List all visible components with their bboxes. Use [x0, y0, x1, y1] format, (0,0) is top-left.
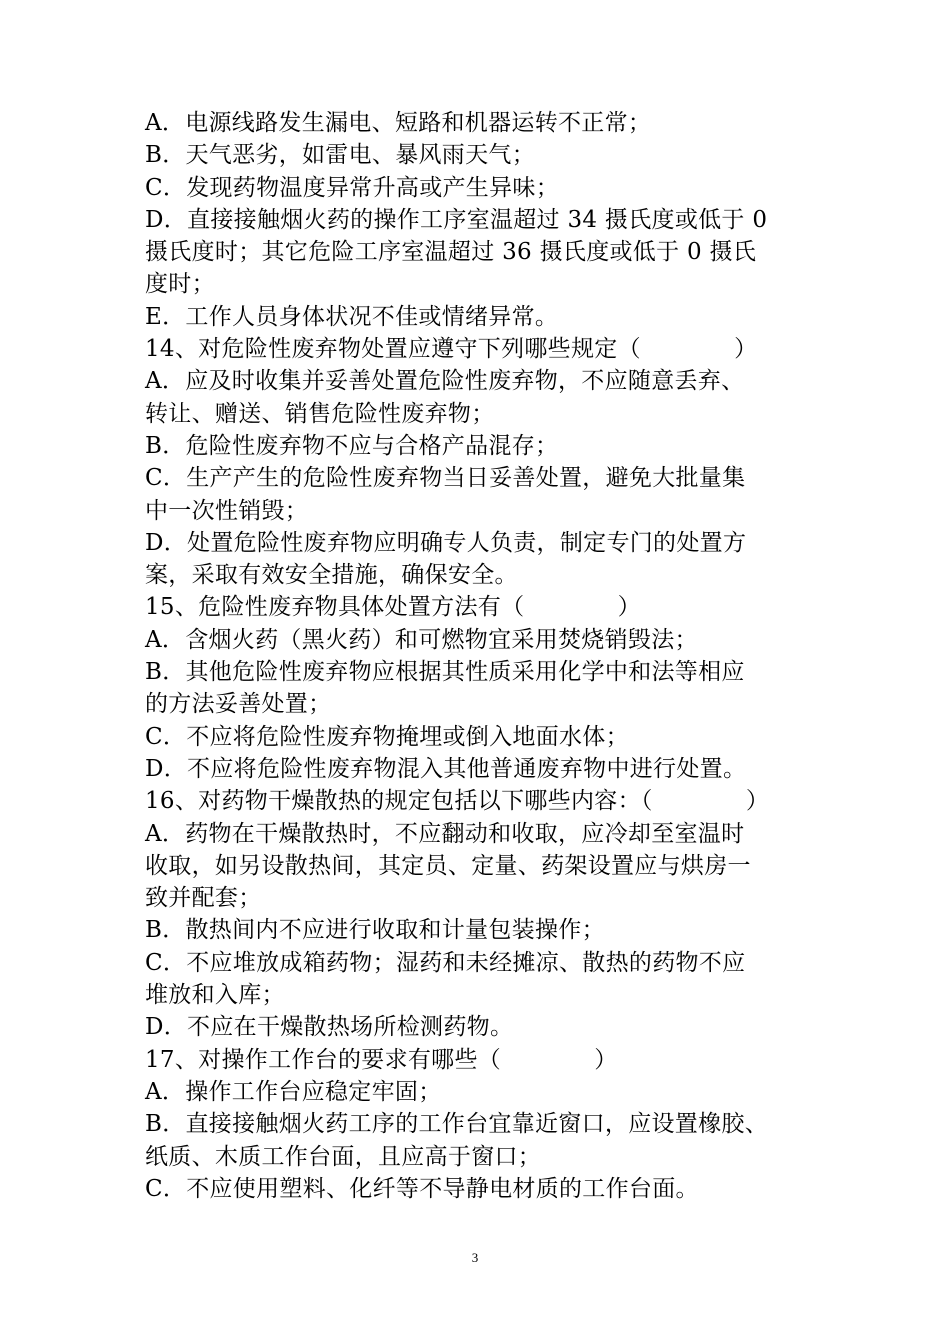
text-line: C．发现药物温度异常升高或产生异味； — [145, 174, 559, 201]
text-line: 纸质、木质工作台面，且应高于窗口； — [145, 1143, 542, 1170]
text-line: 堆放和入库； — [145, 982, 285, 1009]
text-line: 度时； — [145, 271, 215, 298]
text-line: 摄氏度时；其它危险工序室温超过 36 摄氏度或低于 0 摄氏 — [145, 239, 757, 266]
question-heading-16: 16、对药物干燥散热的规定包括以下哪些内容：（ ） — [145, 788, 770, 815]
question-heading-17: 17、对操作工作台的要求有哪些（ ） — [145, 1046, 618, 1073]
page-number: 3 — [471, 1250, 479, 1265]
text-line: B．直接接触烟火药工序的工作台宜靠近窗口，应设置橡胶、 — [145, 1111, 769, 1138]
text-line: A．操作工作台应稳定牢固； — [145, 1078, 442, 1105]
text-line: 案，采取有效安全措施，确保安全。 — [145, 562, 518, 589]
text-line: D．不应在干燥散热场所检测药物。 — [145, 1014, 514, 1041]
text-line: B．危险性废弃物不应与合格产品混存； — [145, 432, 559, 459]
question-text-block — [145, 107, 810, 1205]
question-heading-15: 15、危险性废弃物具体处置方法有（ ） — [145, 594, 641, 621]
question-heading-14: 14、对危险性废弃物处置应遵守下列哪些规定（ ） — [145, 336, 758, 363]
text-line: C．生产产生的危险性废弃物当日妥善处置，避免大批量集 — [145, 465, 746, 492]
text-line: 致并配套； — [145, 885, 262, 912]
text-line: C．不应使用塑料、化纤等不导静电材质的工作台面。 — [145, 1175, 699, 1202]
text-line: C．不应堆放成箱药物；湿药和未经摊凉、散热的药物不应 — [145, 949, 746, 976]
text-line: B．散热间内不应进行收取和计量包装操作； — [145, 917, 605, 944]
text-line: 转让、赠送、销售危险性废弃物； — [145, 400, 495, 427]
text-line: C．不应将危险性废弃物掩埋或倒入地面水体； — [145, 723, 629, 750]
text-line: A．药物在干燥散热时，不应翻动和收取，应冷却至室温时 — [145, 820, 745, 847]
text-line: A．含烟火药（黑火药）和可燃物宜采用焚烧销毁法； — [145, 626, 698, 653]
text-line: 的方法妥善处置； — [145, 691, 332, 718]
text-line: 收取，如另设散热间，其定员、定量、药架设置应与烘房一 — [145, 852, 751, 879]
text-line: A．应及时收集并妥善处置危险性废弃物，不应随意丢弃、 — [145, 368, 745, 395]
text-line: E．工作人员身体状况不佳或情绪异常。 — [145, 303, 559, 330]
text-line: D．不应将危险性废弃物混入其他普通废弃物中进行处置。 — [145, 755, 747, 782]
text-line: B．其他危险性废弃物应根据其性质采用化学中和法等相应 — [145, 659, 745, 686]
text-line: D．处置危险性废弃物应明确专人负责，制定专门的处置方 — [145, 529, 747, 556]
text-line: D．直接接触烟火药的操作工序室温超过 34 摄氏度或低于 0 — [145, 206, 768, 233]
text-line: B．天气恶劣，如雷电、暴风雨天气； — [145, 142, 536, 169]
text-line: A．电源线路发生漏电、短路和机器运转不正常； — [145, 110, 652, 136]
text-line: 中一次性销毁； — [145, 497, 309, 524]
